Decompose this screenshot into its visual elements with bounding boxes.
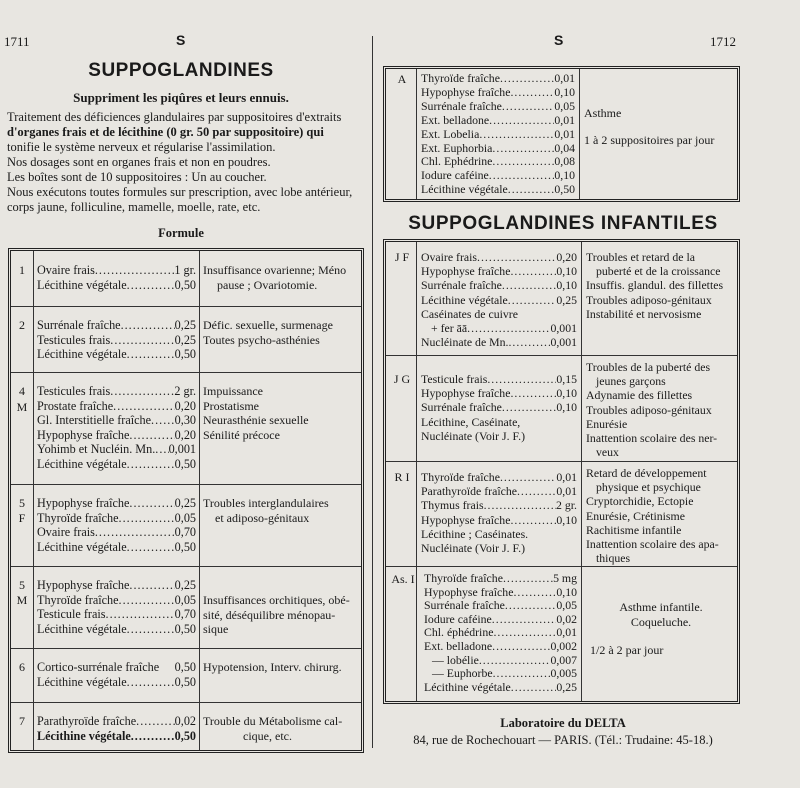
formula-indications (203, 593, 359, 637)
ingredient-line: Testicules frais ..... 2 gr. (37, 384, 196, 399)
table-column-line (416, 69, 417, 199)
ingredient-line: Lécithine végétale ..... 0,50 (37, 622, 196, 637)
ingredient-line: Hypophyse fraîche ..... 0,20 (37, 428, 196, 443)
indication-line: Trouble du Métabolisme cal- (203, 714, 343, 728)
ingredient-line: Surrénale fraîche ..... 0,05 (424, 599, 577, 613)
ingredient-line: Ext. Euphorbia ..... 0,04 (421, 142, 575, 156)
ingredient-line: Thymus frais ..... 2 gr. (421, 498, 577, 512)
indication-line: Neurasthénie sexuelle (203, 413, 309, 428)
formula-number-digit: 4 (19, 384, 25, 398)
formula-code: As. I (391, 572, 415, 586)
ingredient-line: Yohimb et Nucléin. Mn. ..... 0,001 (37, 442, 196, 457)
ingredient-line: Ext. Lobelia ..... 0,01 (421, 128, 575, 142)
indication-line: Asthme infantile. (619, 600, 703, 614)
formula-indications (586, 250, 736, 321)
ingredient-line: Nucléinate (Voir J. F.) (421, 428, 526, 443)
intro-paragraph (7, 110, 362, 215)
intro-line: Nous exécutons toutes formules sur prescription, avec lobe antérieur, (7, 185, 353, 199)
indication-line: Enurésie (586, 416, 628, 431)
formula-indications (203, 384, 357, 442)
row-separator (386, 566, 737, 567)
intro-line: tonifie le système nerveux et régularise l'assimilation. (7, 140, 276, 154)
formula-indications (584, 100, 736, 154)
indication-line: Troubles adiposo-génitaux (586, 292, 712, 307)
indication-line: Retard de développement (586, 466, 707, 480)
indication-line: Prostatisme (203, 398, 259, 413)
formula-indications (203, 318, 357, 347)
indication-line: Troubles de la puberté des (586, 360, 711, 374)
indication-line: physique et psychique (596, 480, 701, 495)
formula-ingredients (37, 384, 196, 472)
indication-line: Troubles et retard de la (586, 250, 695, 264)
indication-line: puberté et de la croissance (596, 264, 721, 279)
row-separator (386, 461, 737, 462)
formula-indications (203, 263, 357, 292)
indication-line: sité, déséquilibre ménopau- (203, 607, 336, 622)
table-column-line (199, 251, 200, 750)
ingredient-line: Testicule frais ..... 0,15 (421, 372, 577, 386)
indication-line: et adiposo-génitaux (215, 510, 310, 525)
ingredient-line: Nucléinate de Mn. ..... 0,001 (421, 335, 577, 349)
formula-ingredients (37, 660, 196, 689)
ingredient-line: Chl. Ephédrine ..... 0,08 (421, 155, 575, 169)
ingredient-line: Thyroïde fraîche ..... 5 mg (424, 572, 577, 586)
ingredient-line: Hypophyse fraîche ..... 0,10 (421, 513, 577, 527)
formula-number: 7 (19, 714, 25, 728)
row-separator (11, 484, 361, 485)
indication-line: sique (203, 622, 229, 637)
indication-line: Rachitisme infantile (586, 522, 682, 537)
formula-code: A (397, 72, 407, 86)
ingredient-line: Thyroïde fraîche ..... 0,01 (421, 72, 575, 86)
row-separator (11, 702, 361, 703)
formula-indications (203, 660, 359, 675)
indication-line: Insuffisances orchitiques, obé- (203, 593, 350, 607)
column-divider (372, 36, 373, 748)
ingredient-line: Testicules frais ..... 0,25 (37, 333, 196, 348)
indication-line: Enurésie, Crétinisme (586, 508, 685, 523)
indication-line: Défic. sexuelle, surmenage (203, 318, 333, 332)
formula-indications (586, 360, 736, 459)
laboratory-name: Laboratoire du DELTA (500, 716, 626, 730)
intro-line: corps jaune, folliculine, mamelle, moelle, rate, etc. (7, 200, 261, 214)
section-letter-left: S (176, 32, 186, 48)
laboratory-address: 84, rue de Rochechouart — PARIS. (Tél.: Trudaine: 45-18.) (413, 733, 713, 747)
row-separator (386, 355, 737, 356)
ingredient-line: Gl. Interstitielle fraîche ..... 0,30 (37, 413, 196, 428)
ingredient-line: Parathyroïde fraîche ..... 0,01 (421, 484, 577, 498)
indication-line: Inattention scolaire des apa- (586, 537, 719, 552)
ingredient-line: Hypophyse fraîche ..... 0,10 (421, 386, 577, 400)
indication-line: veux (596, 445, 619, 460)
formula-code: J G (393, 372, 411, 386)
intro-line: Les boîtes sont de 10 suppositoires : Un au coucher. (7, 170, 267, 184)
ingredient-line: Iodure caféine ..... 0,02 (424, 613, 577, 627)
formula-indications (586, 466, 736, 565)
indication-line: Insuffisance ovarienne; Méno (203, 263, 347, 277)
formula-number-suffix: M (16, 592, 28, 607)
indication-line: cique, etc. (243, 728, 292, 743)
formula-indications (203, 496, 357, 525)
indication-line: Adynamie des fillettes (586, 388, 693, 403)
formula-ingredients (424, 572, 577, 694)
ingredient-line: — lobélie ..... 0,007 (424, 654, 577, 668)
indication-line: Asthme (584, 106, 622, 120)
ingredient-line: Ext. belladone ..... 0,01 (421, 114, 575, 128)
formula-ingredients (421, 470, 577, 555)
formula-number (9, 578, 35, 607)
section-letter-right: S (554, 32, 564, 48)
ingredient-line: Cortico-surrénale fraîche 0,50 (37, 660, 196, 674)
page-title-left: SUPPOGLANDINES (88, 60, 274, 81)
indication-line: 1 à 2 suppositoires par jour (584, 133, 715, 147)
intro-line: d'organes frais et de lécithine (0 gr. 50 par suppositoire) qui (7, 125, 324, 139)
row-separator (11, 648, 361, 649)
ingredient-line: Lécithine ; Caséinates. (421, 526, 529, 541)
indication-line: Troubles adiposo-génitaux (586, 402, 712, 417)
ingredient-line: Prostate fraîche ..... 0,20 (37, 399, 196, 414)
intro-line: Nos dosages sont en organes frais et non en poudres. (7, 155, 271, 169)
ingredient-line: Hypophyse fraîche ..... 0,25 (37, 578, 196, 593)
formula-indications (203, 714, 359, 743)
formula-number-suffix: M (16, 399, 28, 414)
formula-number-digit: 5 (19, 496, 25, 510)
indication-line: thiques (596, 551, 631, 566)
formula-ingredients (37, 263, 196, 292)
ingredient-line: Lécithine végétale ..... 0,50 (37, 278, 196, 293)
ingredient-line: Thyroïde fraîche ..... 0,05 (37, 511, 196, 526)
ingredient-line: Ovaire frais ..... 0,20 (421, 250, 577, 264)
indication-line: Toutes psycho-asthénies (203, 332, 320, 347)
ingredient-line: Ovaire frais ..... 1 gr. (37, 263, 196, 278)
ingredient-line: — Euphorbe ..... 0,005 (424, 667, 577, 681)
formula-ingredients (37, 496, 196, 554)
indication-line: Cryptorchidie, Ectopie (586, 494, 694, 509)
page-number-right: 1712 (710, 34, 736, 49)
indication-line: 1/2 à 2 par jour (590, 643, 664, 657)
ingredient-line: Ovaire frais ..... 0,70 (37, 525, 196, 540)
ingredient-line: Lécithine, Caséinate, (421, 414, 521, 429)
table-column-line (579, 69, 580, 199)
formula-indications (586, 600, 736, 658)
ingredient-line: Surrénale fraîche ..... 0,25 (37, 318, 196, 333)
ingredient-line: Lécithine végétale ..... 0,25 (421, 293, 577, 307)
formula-number-suffix: F (18, 510, 26, 525)
ingredient-line: + fer āā ..... 0,001 (421, 321, 577, 335)
formula-number: 2 (19, 318, 25, 332)
ingredient-line: Surrénale fraîche ..... 0,10 (421, 400, 577, 414)
ingredient-line: Chl. éphédrine ..... 0,01 (424, 626, 577, 640)
formula-ingredients (421, 72, 575, 197)
ingredient-line: Nucléinate (Voir J. F.) (421, 541, 526, 556)
indication-line: Insuffis. glandul. des fillettes (586, 278, 724, 293)
ingredient-line: Surrénale fraîche ..... 0,05 (421, 100, 575, 114)
ingredient-line: Iodure caféine ..... 0,10 (421, 169, 575, 183)
indication-line: Sénilité précoce (203, 427, 280, 442)
ingredient-line: Thyroïde fraîche ..... 0,01 (421, 470, 577, 484)
ingredient-line: Hypophyse fraîche ..... 0,10 (424, 586, 577, 600)
indication-line: Impuissance (203, 384, 263, 398)
ingredient-line: Hypophyse fraîche ..... 0,25 (37, 496, 196, 511)
ingredient-line: Lécithine végétale ..... 0,50 (37, 457, 196, 472)
indication-line: jeunes garçons (596, 374, 666, 389)
formula-ingredients (37, 714, 196, 743)
ingredient-line: Lécithine végétale ..... 0,50 (421, 183, 575, 197)
ingredient-line: Ext. belladone ..... 0,002 (424, 640, 577, 654)
row-separator (11, 306, 361, 307)
table-column-line (581, 242, 582, 701)
ingredient-line: Lécithine végétale ..... 0,50 (37, 347, 196, 362)
row-separator (11, 566, 361, 567)
formula-ingredients (37, 578, 196, 636)
formula-ingredients (421, 372, 577, 443)
formula-number-digit: 5 (19, 578, 25, 592)
ingredient-line: Thyroïde fraîche ..... 0,05 (37, 593, 196, 608)
subtitle-left: Suppriment les piqûres et leurs ennuis. (73, 90, 289, 105)
intro-line: Traitement des déficiences glandulaires par suppositoires d'extraits (7, 110, 342, 124)
formula-ingredients (421, 250, 577, 349)
formula-number (9, 496, 35, 525)
page-number-left: 1711 (4, 34, 30, 49)
formula-code: J F (394, 250, 410, 264)
indication-line: Troubles interglandulaires (203, 496, 329, 510)
indication-line: Coqueluche. (630, 615, 692, 629)
formula-label: Formule (158, 226, 204, 240)
ingredient-line: Lécithine végétale ..... 0,50 (37, 675, 196, 690)
indication-line: Hypotension, Interv. chirurg. (203, 660, 342, 674)
formula-ingredients (37, 318, 196, 362)
indication-line: pause ; Ovariotomie. (217, 277, 318, 292)
formula-number: 6 (19, 660, 25, 674)
formula-number: 1 (19, 263, 25, 277)
ingredient-line: Lécithine végétale ..... 0,25 (424, 681, 577, 695)
row-separator (11, 372, 361, 373)
formula-code: R I (394, 470, 410, 484)
ingredient-line: Hypophyse fraîche ..... 0,10 (421, 86, 575, 100)
ingredient-line: Caséinates de cuivre (421, 306, 518, 321)
indication-line: Inattention scolaire des ner- (586, 431, 718, 446)
ingredient-line: Hypophyse fraîche ..... 0,10 (421, 264, 577, 278)
ingredient-line: Parathyroïde fraîche ..... 0,02 (37, 714, 196, 729)
ingredient-line: Lécithine végétale ..... 0,50 (37, 729, 196, 744)
ingredient-line: Lécithine végétale ..... 0,50 (37, 540, 196, 555)
page-title-right: SUPPOGLANDINES INFANTILES (408, 213, 718, 234)
ingredient-line: Surrénale fraîche ..... 0,10 (421, 278, 577, 292)
ingredient-line: Testicule frais ..... 0,70 (37, 607, 196, 622)
formula-number (9, 384, 35, 414)
indication-line: Instabilité et nervosisme (586, 306, 702, 321)
